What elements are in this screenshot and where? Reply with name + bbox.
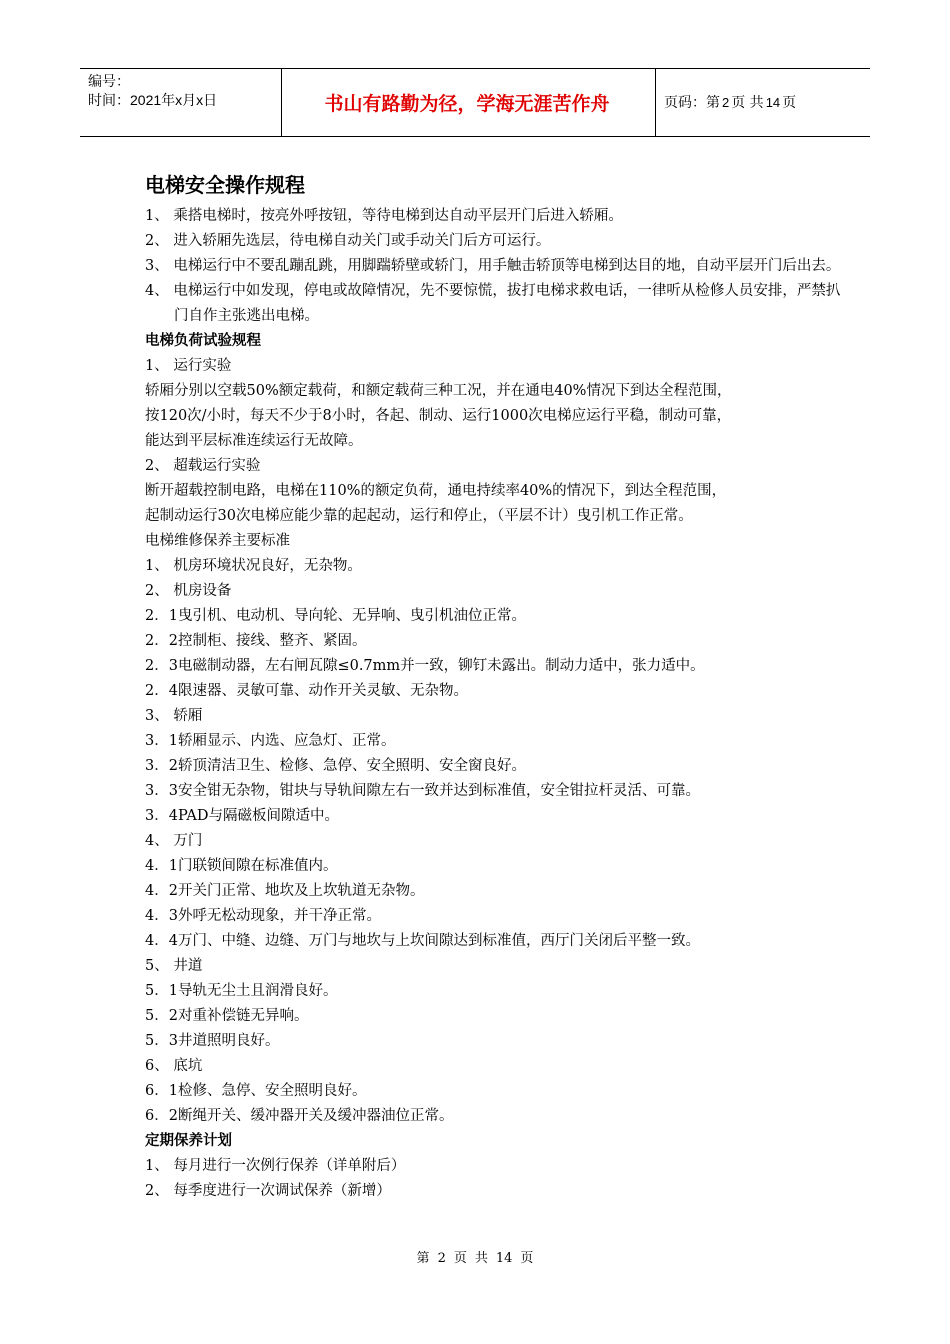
text-line: 轿厢分别以空载50%额定载荷，和额定载荷三种工况，并在通电40%情况下到达全程范围， (145, 383, 732, 399)
text-line: 3．4PAD与隔磁板间隙适中。 (145, 808, 339, 824)
text-line: 6．2断绳开关、缓冲器开关及缓冲器油位正常。 (145, 1108, 454, 1124)
text-line: 2．1曳引机、电动机、导向轮、无异响、曳引机油位正常。 (145, 608, 526, 624)
plan-item: 2、 每季度进行一次调试保养（新增） (145, 1183, 391, 1199)
text-line: 能达到平层标准连续运行无故障。 (145, 433, 363, 449)
text-line: 6．1检修、急停、安全照明良好。 (145, 1083, 367, 1099)
footer-text: 页 (520, 1251, 534, 1266)
text-line: 2．3电磁制动器，左右闸瓦隙≤0.7mm并一致，铆钉未露出。制动力适中，张力适中。 (145, 658, 705, 674)
page-label-mid: 页 共 (731, 95, 764, 111)
page-footer (0, 1247, 950, 1266)
text-line: 4．3外呼无松动现象，并干净正常。 (145, 908, 381, 924)
text-line: 按120次/小时，每天不少于8小时，各起、制动、运行1000次电梯应运行平稳，制动可靠， (145, 408, 732, 424)
header-motto: 书山有路勤为径，学海无涯苦作舟 (324, 92, 610, 115)
text-line: 2．2控制柜、接线、整齐、紧固。 (145, 633, 367, 649)
text-line: 5．3井道照明良好。 (145, 1033, 280, 1049)
code-label: 编号： (88, 73, 130, 89)
footer-page-number: 2 (437, 1251, 446, 1266)
date-label: 时间：2021年x月x日 (88, 92, 218, 108)
safety-list (145, 204, 845, 329)
text-line: 6、 底坑 (145, 1058, 203, 1074)
text-line: 2．4限速器、灵敏可靠、动作开关灵敏、无杂物。 (145, 683, 468, 699)
text-line: 断开超载控制电路，电梯在110%的额定负荷，通电持续率40%的情况下，到达全程范围， (145, 483, 727, 499)
header-page-info (664, 68, 796, 136)
load-test-heading: 电梯负荷试验规程 (145, 333, 261, 349)
doc-title: 电梯安全操作规程 (145, 173, 305, 197)
safety-item: 2、 进入轿厢先选层，待电梯自动关门或手动关门后方可运行。 (145, 233, 551, 249)
header-meta (88, 72, 217, 110)
text-line: 4．4万门、中缝、边缝、万门与地坎与上坎间隙达到标准值，西厅门关闭后平整一致。 (145, 933, 700, 949)
safety-item: 3、 电梯运行中不要乱蹦乱跳，用脚踹轿壁或轿门，用手触击轿顶等电梯到达目的地，自动平层开门后出去。 (145, 258, 841, 274)
footer-page-total: 14 (495, 1251, 513, 1266)
text-line: 2、 机房设备 (145, 583, 232, 599)
footer-text: 第 (416, 1251, 430, 1266)
text-line: 电梯维修保养主要标准 (145, 533, 290, 549)
text-line: 1、 机房环境状况良好，无杂物。 (145, 558, 362, 574)
text-line: 3、 轿厢 (145, 708, 203, 724)
safety-item: 1、 乘搭电梯时，按亮外呼按钮，等待电梯到达自动平层开门后进入轿厢。 (145, 208, 623, 224)
text-line: 4．1门联锁间隙在标准值内。 (145, 858, 338, 874)
page-number: 2 (722, 94, 730, 110)
text-line: 3．2轿顶清洁卫生、检修、急停、安全照明、安全窗良好。 (145, 758, 526, 774)
plan-item: 1、 每月进行一次例行保养（详单附后） (145, 1158, 406, 1174)
text-line: 3．1轿厢显示、内选、应急灯、正常。 (145, 733, 396, 749)
text-line: 5．1导轨无尘土且润滑良好。 (145, 983, 338, 999)
header-bottom-rule (80, 136, 870, 137)
text-line: 4．2开关门正常、地坎及上坎轨道无杂物。 (145, 883, 425, 899)
text-line: 起制动运行30次电梯应能少靠的起起动，运行和停止，（平层不计）曳引机工作正常。 (145, 508, 693, 524)
footer-text: 共 (474, 1251, 488, 1266)
text-line: 2、 超载运行实验 (145, 458, 261, 474)
maintenance-plan-list (145, 1154, 845, 1204)
page-label-prefix: 页码：第 (664, 95, 720, 111)
text-line: 4、 万门 (145, 833, 203, 849)
maintenance-plan-heading: 定期保养计划 (145, 1133, 232, 1149)
header-divider-2 (655, 68, 656, 136)
text-line: 5、 井道 (145, 958, 203, 974)
text-line: 5．2对重补偿链无异响。 (145, 1008, 309, 1024)
page-total: 14 (765, 94, 781, 110)
document-body (145, 168, 845, 1204)
load-test-section (145, 354, 845, 1129)
safety-item: 4、 电梯运行中如发现，停电或故障情况，先不要惊慌，拔打电梯求救电话，一律听从检修人员安排，严禁扒门自作主张逃出电梯。 (145, 283, 841, 324)
footer-text: 页 (453, 1251, 467, 1266)
text-line: 1、 运行实验 (145, 358, 232, 374)
text-line: 3．3安全钳无杂物，钳块与导轨间隙左右一致并达到标准值，安全钳拉杆灵活、可靠。 (145, 783, 700, 799)
page-label-suffix: 页 (782, 95, 797, 111)
